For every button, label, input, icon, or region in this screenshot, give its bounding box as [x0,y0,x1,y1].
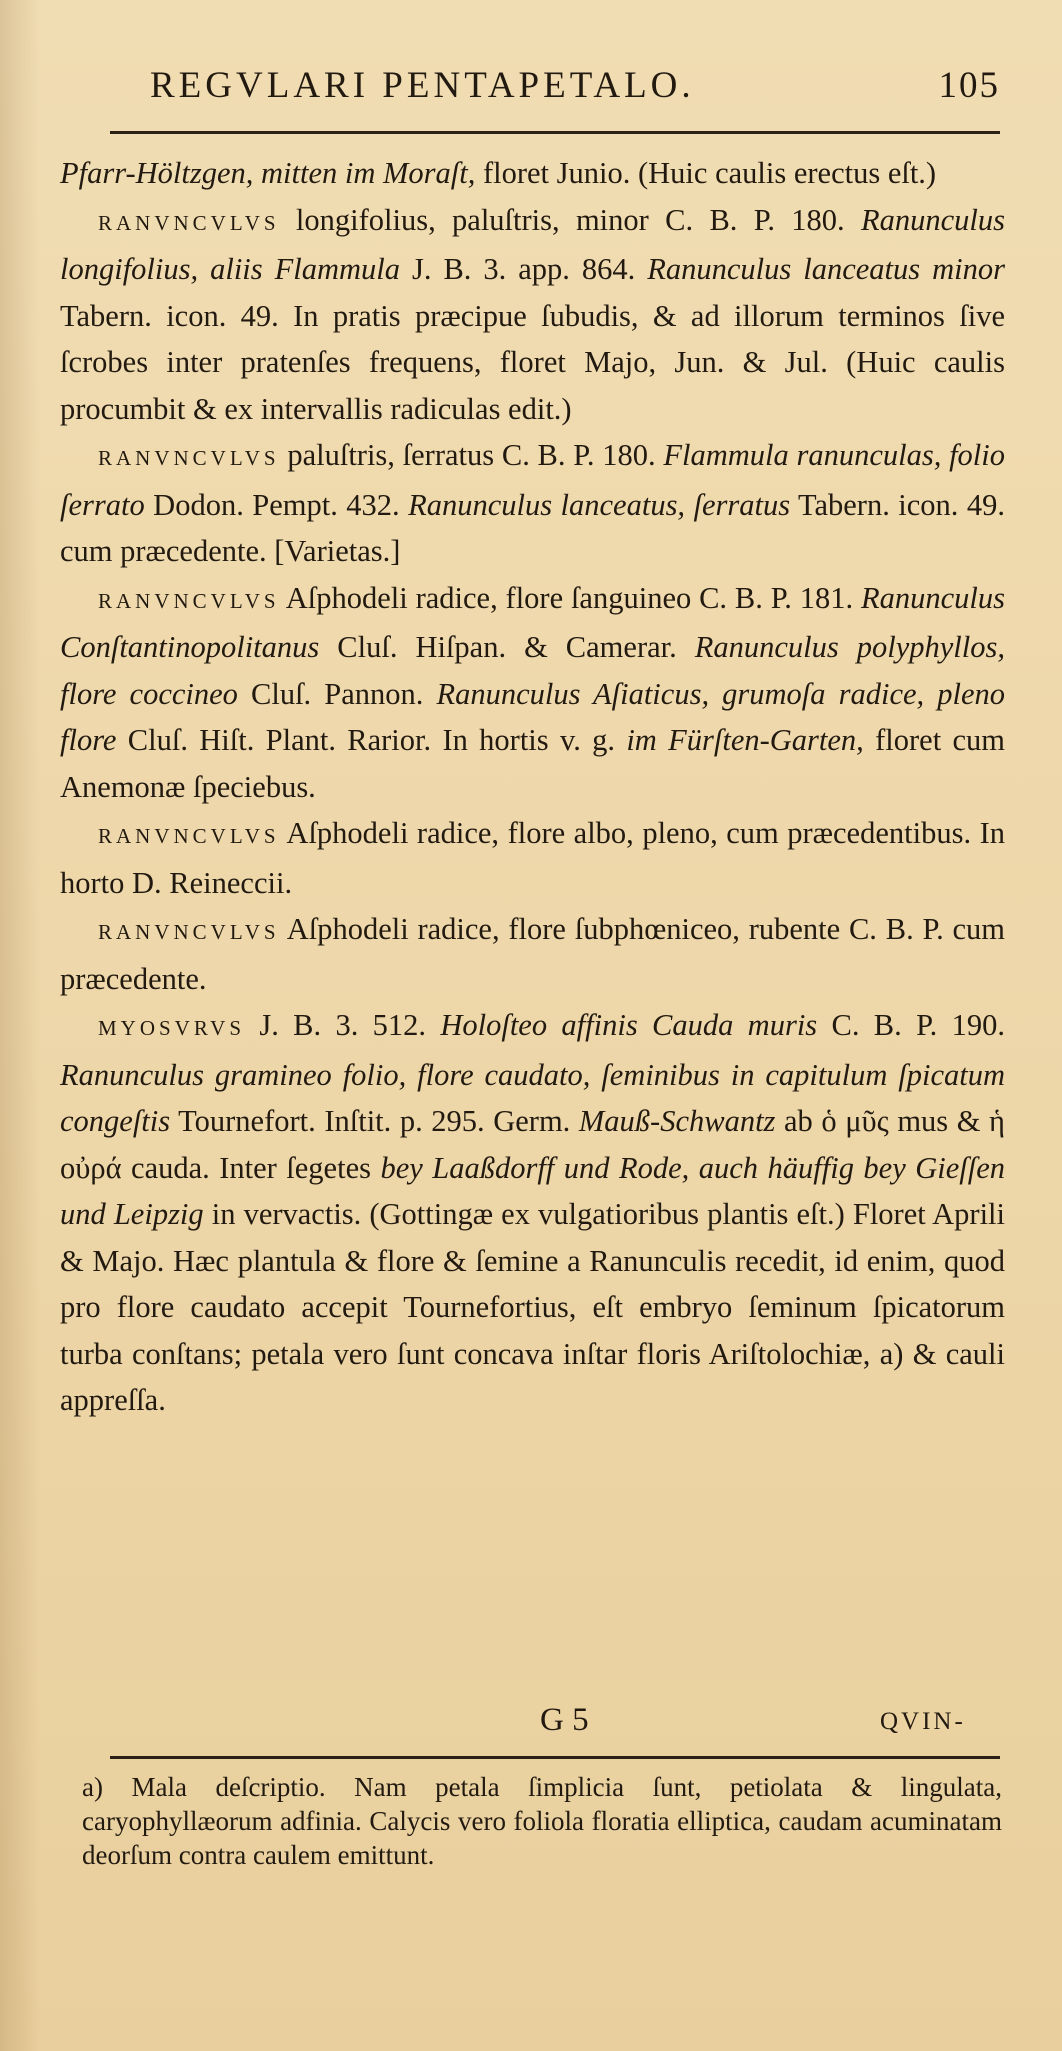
entry-text: Tabern. icon. 49. In pratis præcipue ſubudis, & ad illorum terminos ſive ſcrobes inter pratenſes frequens, floret Majo, Jun. & Jul. (Huic caulis procumbit & ex intervallis radiculas edit.) [60,298,1005,426]
footnote-rule [110,1756,1000,1759]
intro-text: floret Junio. (Huic caulis erectus eſt.) [475,156,937,190]
entry-paragraph [60,432,1005,575]
entry-text: floret cum Anemonæ ſpeciebus. [60,723,1005,804]
entry-text: Tournefort. Inſtit. p. 295. Germ. [170,1104,579,1138]
page-header [150,64,1000,114]
entry-text: Cluſ. Hiſt. Plant. Rarior. In hortis v. g. [116,723,627,757]
entry-text: longifolius, paluſtris, minor C. B. P. 180. [279,202,861,237]
entry-text: Aſphodeli radice, flore albo, pleno, cum præcedentibus. In horto D. Reineccii. [60,816,1005,900]
body-text [60,150,1005,1424]
footnote-text: Mala deſcriptio. Nam petala ſimplicia ſunt, petiolata & lingulata, caryophyllæorum adfinia. Calycis vero foliola floratia elliptica, caudam acuminatam deorſum contra caulem emittunt. [82,1772,1002,1870]
page-number: 105 [938,65,1000,106]
italic-citation: Ranunculus longifolius, aliis Flammula [60,202,1005,286]
entry-paragraph [60,906,1005,1002]
footnote-mark: a) [82,1772,103,1802]
entry-text: Dodon. Pempt. 432. [144,487,409,522]
footnote-paragraph [82,1770,1002,1872]
entry-text: Aſphodeli radice, flore ſanguineo C. B. P. 181. [279,580,861,615]
italic-citation: Ranunculus Conſtantinopolitanus [60,580,1005,664]
genus-name: RANVNCVLVS [98,588,280,613]
footnote [82,1770,1002,1872]
signature-mark: G 5 [540,1702,589,1738]
genus-name: RANVNCVLVS [98,824,280,848]
genus-name: RANVNCVLVS [98,210,280,235]
entry-text: paluſtris, ſerratus C. B. P. 180. [279,438,664,472]
entry-text: C. B. P. 190. [817,1008,1005,1042]
italic-citation: Mauß-Schwantz [578,1104,776,1138]
italic-citation: bey Laaßdorff und Rode, auch häuffig bey Gieſſen und Leipzig [60,1150,1005,1231]
entry-text: in vervactis. (Gottingæ ex vulgatioribus plantis eſt.) Floret Aprili & Majo. Hæc plantula & flore & ſemine a Ranunculis recedit, id enim, quod pro flore caudato accepit Tournefortius, eſt embryo ſeminum ſpicatorum turba conſtans; petala vero ſunt concava inſtar floris Ariſtolochiæ, a) & cauli appreſſa. [60,1197,1005,1417]
italic-citation: Ranunculus Aſiaticus, grumoſa radice, pleno flore [60,676,1005,757]
italic-citation: im Fürſten-Garten, [626,723,864,757]
entry-text: ab ὁ μῦς mus & ἡ οὐρά cauda. Inter ſegetes [60,1104,1005,1185]
intro-german: Pfarr-Höltzgen, mitten im Moraſt, [60,156,476,190]
genus-name: MYOSVRVS [98,1016,246,1040]
entry-text: J. B. 3. app. 864. [400,252,648,286]
italic-citation: Ranunculus lanceatus, ſerratus [408,487,791,522]
italic-citation: Ranunculus gramineo folio, flore caudato, ſeminibus in capitulum ſpicatum congeſtis [60,1057,1005,1138]
entries-list [60,197,1005,1424]
entry-paragraph [60,197,1005,433]
italic-citation: Ranunculus lanceatus minor [647,252,1005,286]
italic-citation: Flammula ranunculas, folio ſerrato [60,438,1006,522]
header-rule [110,131,1000,134]
entry-text: J. B. 3. 512. [245,1008,441,1042]
entry-text: Cluſ. Pannon. [237,676,437,711]
intro-paragraph [60,150,1005,197]
italic-citation: Holoſteo affinis Cauda muris [440,1008,818,1042]
genus-name: RANVNCVLVS [98,446,280,470]
entry-paragraph [60,810,1005,906]
catchword: QVIN- [880,1708,966,1735]
entry-paragraph [60,575,1005,811]
genus-name: RANVNCVLVS [98,920,280,944]
entry-text: Aſphodeli radice, flore ſubphœniceo, rubente C. B. P. cum præcedente. [60,912,1005,996]
italic-citation: Ranunculus polyphyllos, flore coccineo [60,630,1005,711]
entry-paragraph [60,1002,1005,1424]
running-title: REGVLARI PENTAPETALO. [150,65,695,106]
entry-text: Tabern. icon. 49. cum præcedente. [Varietas.] [60,487,1005,568]
entry-text: Cluſ. Hiſpan. & Camerar. [319,630,695,664]
